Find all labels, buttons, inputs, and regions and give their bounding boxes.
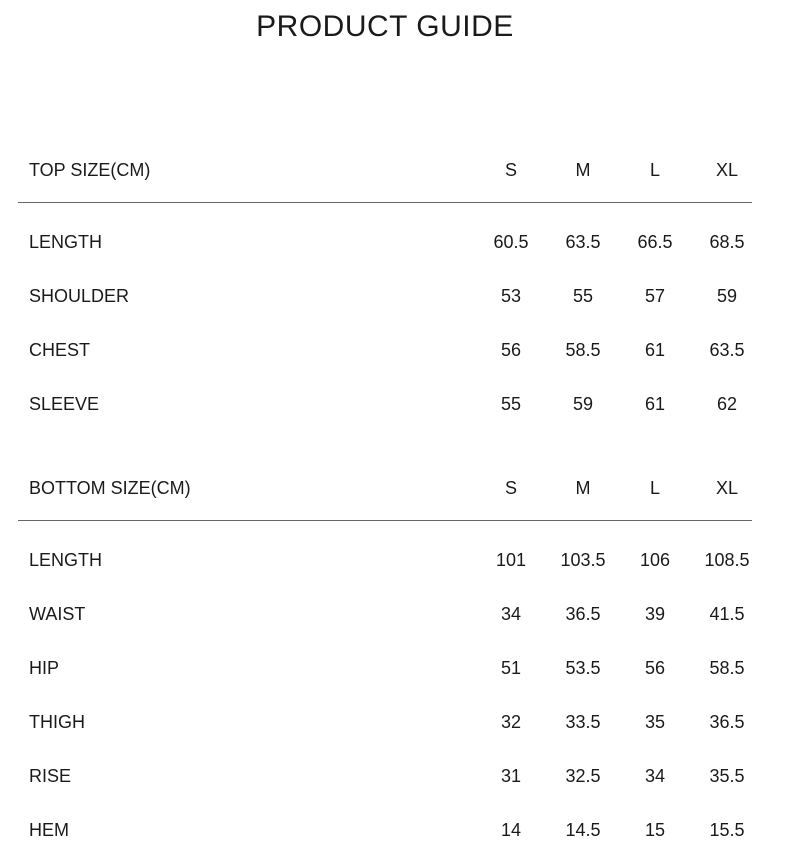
size-m-header: M	[575, 478, 591, 498]
size-l-value: 39	[644, 604, 666, 624]
size-m-value: 53.5	[565, 658, 601, 678]
size-l-value: 34	[644, 766, 666, 786]
size-l-header: L	[649, 160, 660, 180]
size-s-value: 56	[500, 340, 522, 360]
table-row	[18, 683, 752, 737]
size-l-value: 57	[644, 286, 666, 306]
size-m-value: 36.5	[565, 604, 601, 624]
size-s-value: 53	[500, 286, 522, 306]
size-s-value: 55	[500, 394, 522, 414]
top-size-table	[18, 158, 752, 419]
table-row	[18, 791, 752, 845]
size-s-header: S	[504, 478, 517, 498]
size-xl-value: 108.5	[704, 550, 750, 570]
size-l-value: 61	[644, 394, 666, 414]
measurement-label: THIGH	[29, 712, 85, 732]
table-row	[18, 365, 752, 419]
measurement-label: HEM	[29, 820, 69, 840]
bottom-size-header-row	[18, 476, 752, 521]
size-m-value: 103.5	[560, 550, 606, 570]
size-s-value: 101	[495, 550, 527, 570]
table-row	[18, 737, 752, 791]
measurement-label: RISE	[29, 766, 72, 786]
size-m-value: 55	[572, 286, 594, 306]
size-m-value: 33.5	[565, 712, 601, 732]
size-m-value: 32.5	[565, 766, 601, 786]
top-size-header-label: TOP SIZE(CM)	[29, 160, 151, 180]
size-m-header: M	[575, 160, 591, 180]
measurement-label: CHEST	[29, 340, 91, 360]
size-s-value: 32	[500, 712, 522, 732]
table-row	[18, 257, 752, 311]
size-xl-value: 36.5	[709, 712, 745, 732]
size-l-value: 56	[644, 658, 666, 678]
measurement-label: SLEEVE	[29, 394, 100, 414]
measurement-label: WAIST	[29, 604, 86, 624]
size-xl-value: 59	[716, 286, 738, 306]
size-s-value: 14	[500, 820, 522, 840]
size-l-value: 106	[639, 550, 671, 570]
top-size-header-row	[18, 158, 752, 203]
measurement-label: LENGTH	[29, 550, 103, 570]
size-m-value: 63.5	[565, 232, 601, 252]
table-row	[18, 203, 752, 257]
size-l-value: 35	[644, 712, 666, 732]
table-row	[18, 521, 752, 575]
measurement-label: HIP	[29, 658, 60, 678]
size-s-value: 34	[500, 604, 522, 624]
size-xl-header: XL	[715, 160, 739, 180]
size-xl-header: XL	[715, 478, 739, 498]
bottom-size-table	[18, 476, 752, 845]
size-s-value: 31	[500, 766, 522, 786]
size-m-value: 14.5	[565, 820, 601, 840]
size-xl-value: 35.5	[709, 766, 745, 786]
size-xl-value: 41.5	[709, 604, 745, 624]
size-s-value: 60.5	[493, 232, 529, 252]
size-l-value: 61	[644, 340, 666, 360]
bottom-size-header-label: BOTTOM SIZE(CM)	[29, 478, 191, 498]
measurement-label: SHOULDER	[29, 286, 130, 306]
size-l-header: L	[649, 478, 660, 498]
size-xl-value: 63.5	[709, 340, 745, 360]
measurement-label: LENGTH	[29, 232, 103, 252]
size-s-value: 51	[500, 658, 522, 678]
size-m-value: 58.5	[565, 340, 601, 360]
size-l-value: 15	[644, 820, 666, 840]
size-m-value: 59	[572, 394, 594, 414]
size-l-value: 66.5	[637, 232, 673, 252]
table-row	[18, 311, 752, 365]
size-xl-value: 68.5	[709, 232, 745, 252]
page-title: PRODUCT GUIDE	[256, 10, 514, 43]
table-row	[18, 575, 752, 629]
size-xl-value: 58.5	[709, 658, 745, 678]
size-xl-value: 15.5	[709, 820, 745, 840]
size-xl-value: 62	[716, 394, 738, 414]
table-row	[18, 629, 752, 683]
size-s-header: S	[504, 160, 517, 180]
